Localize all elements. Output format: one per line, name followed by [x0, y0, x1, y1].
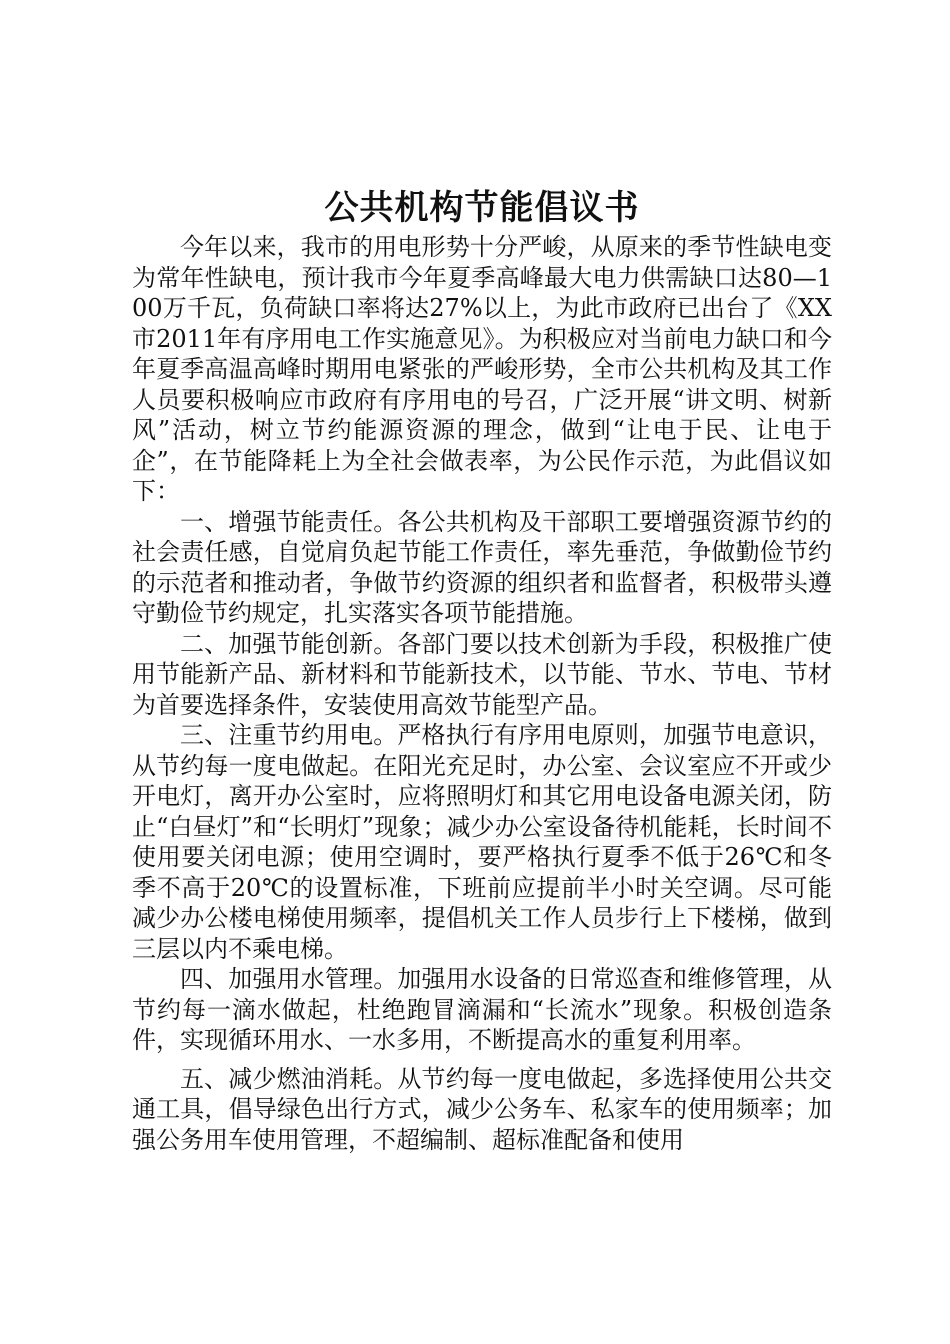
item-2-paragraph: 二、加强节能创新。各部门要以技术创新为手段，积极推广使用节能新产品、新材料和节能新技术，以节能、节水、节电、节材为首要选择条件，安装使用高效节能型产品。 [132, 629, 832, 719]
item-5-paragraph: 五、减少燃油消耗。从节约每一度电做起，多选择使用公共交通工具，倡导绿色出行方式，减少公务车、私家车的使用频率；加强公务用车使用管理，不超编制、超标准配备和使用 [132, 1064, 832, 1154]
intro-paragraph: 今年以来，我市的用电形势十分严峻，从原来的季节性缺电变为常年性缺电，预计我市今年夏季高峰最大电力供需缺口达80—100万千瓦，负荷缺口率将达27%以上，为此市政府已出台了《XX市2011年有序用电工作实施意见》。为积极应对当前电力缺口和今年夏季高温高峰时期用电紧张的严峻形势，全市公共机构及其工作人员要积极响应市政府有序用电的号召，广泛开展“讲文明、树新风”活动，树立节约能源资源的理念，做到“让电于民、让电于企”，在节能降耗上为全社会做表率，为公民作示范，为此倡议如下： [132, 233, 832, 505]
item-1-paragraph: 一、增强节能责任。各公共机构及干部职工要增强资源节约的社会责任感，自觉肩负起节能工作责任，率先垂范，争做勤俭节约的示范者和推动者，争做节约资源的组织者和监督者，积极带头遵守勤俭节约规定，扎实落实各项节能措施。 [132, 507, 832, 627]
document-title: 公共机构节能倡议书 [324, 188, 640, 228]
item-3-paragraph: 三、注重节约用电。严格执行有序用电原则，加强节电意识，从节约每一度电做起。在阳光充足时，办公室、会议室应不开或少开电灯，离开办公室时，应将照明灯和其它用电设备电源关闭，防止“白昼灯”和“长明灯”现象；减少办公室设备待机能耗，长时间不使用要关闭电源；使用空调时，要严格执行夏季不低于26℃和冬季不高于20℃的设置标准，下班前应提前半小时关空调。尽可能减少办公楼电梯使用频率，提倡机关工作人员步行上下楼梯，做到三层以内不乘电梯。 [132, 721, 832, 963]
item-4-paragraph: 四、加强用水管理。加强用水设备的日常巡查和维修管理，从节约每一滴水做起，杜绝跑冒滴漏和“长流水”现象。积极创造条件，实现循环用水、一水多用，不断提高水的重复利用率。 [132, 965, 832, 1054]
document-page [132, 186, 832, 1155]
